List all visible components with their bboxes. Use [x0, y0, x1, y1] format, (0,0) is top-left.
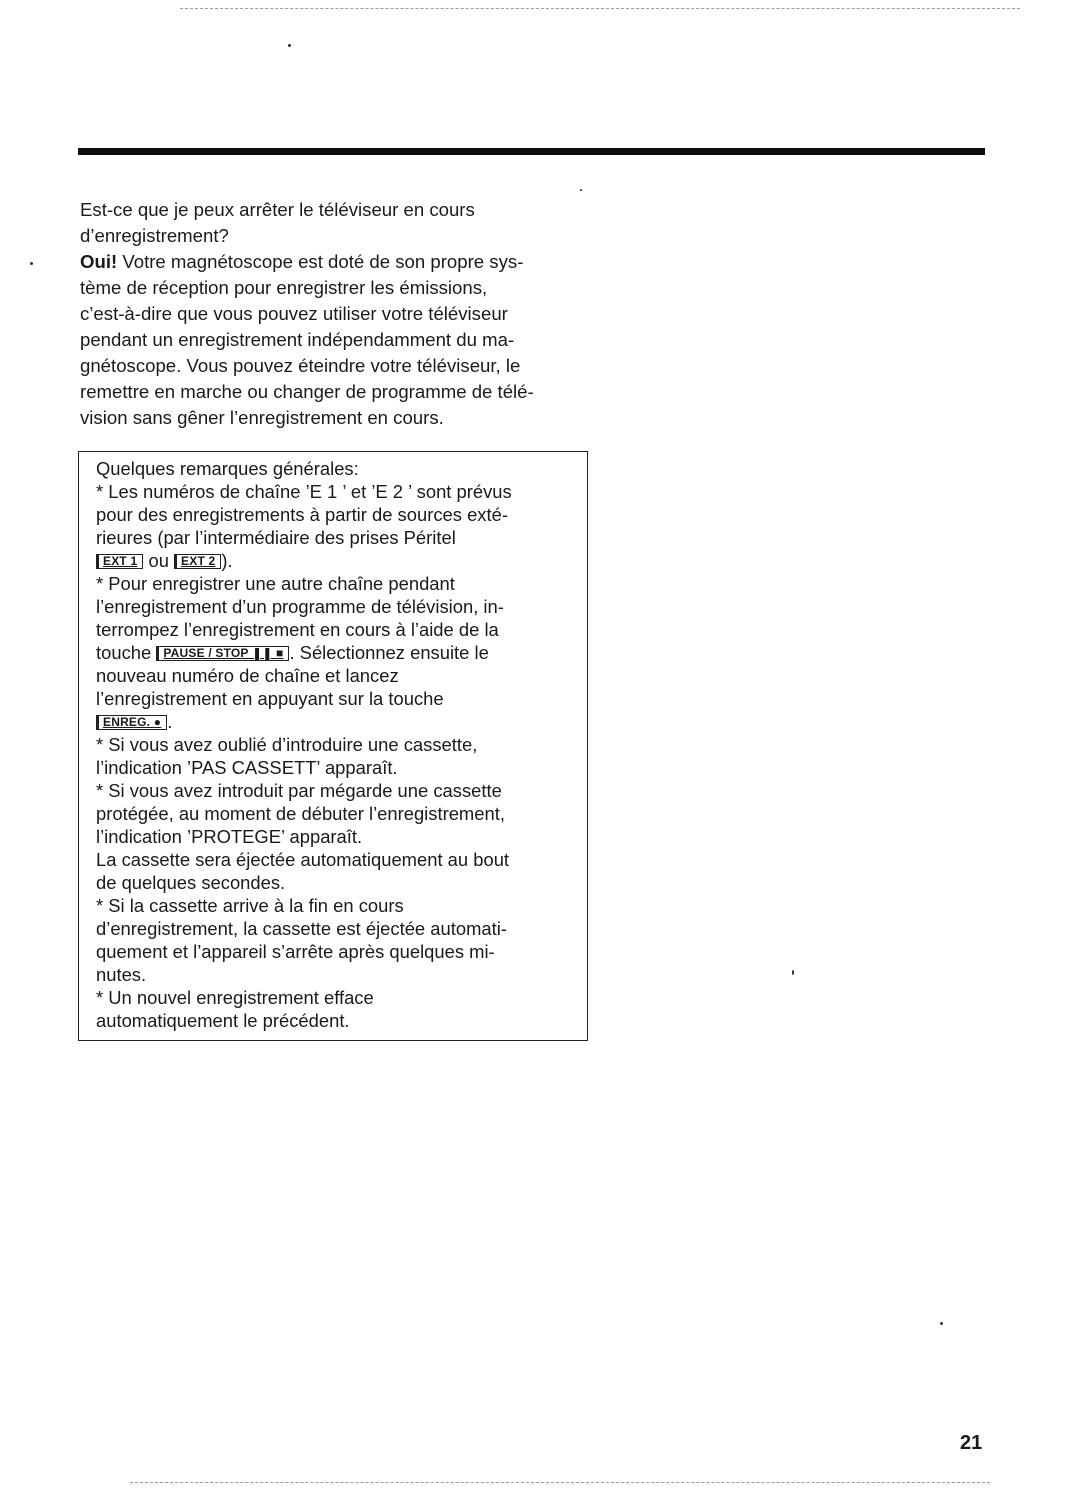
- question-line: Est-ce que je peux arrêter le téléviseur en cours: [80, 199, 475, 220]
- note-line: nutes.: [96, 964, 147, 985]
- note-line: touche PAUSE / STOP ❚❚ ■ . Sélectionnez ensuite le: [96, 642, 489, 663]
- question-line: d’enregistrement?: [80, 225, 229, 246]
- key-ext2: EXT 2: [174, 554, 221, 569]
- answer-lead: Oui!: [80, 251, 118, 272]
- note-line: l’indication ’PROTEGE’ apparaît.: [96, 826, 363, 847]
- note-line: l’indication ’PAS CASSETT’ apparaît.: [96, 757, 398, 778]
- general-notes-box: [78, 451, 588, 1041]
- note-line: ENREG. ● .: [96, 710, 575, 733]
- key-pause-stop: PAUSE / STOP ❚❚ ■: [156, 646, 289, 661]
- scan-speck: [940, 1322, 943, 1325]
- note-line: * Les numéros de chaîne ’E 1 ’ et ’E 2 ’ sont prévus: [96, 481, 512, 502]
- scan-speck: [792, 970, 794, 975]
- answer-line: remettre en marche ou changer de programme de télé-: [80, 381, 534, 402]
- answer-line: pendant un enregistrement indépendamment du ma-: [80, 329, 515, 350]
- main-text-column: [80, 197, 585, 431]
- note-line: EXT 1 ou EXT 2 ).: [96, 549, 575, 572]
- answer-line: Oui! Votre magnétoscope est doté de son propre sys-: [80, 251, 524, 272]
- note-line: de quelques secondes.: [96, 872, 286, 893]
- key-ext1: EXT 1: [96, 554, 143, 569]
- key-enreg: ENREG. ●: [96, 715, 167, 730]
- header-rule: [78, 148, 985, 155]
- scan-speck: [30, 262, 33, 265]
- note-line: d’enregistrement, la cassette est éjectée automati-: [96, 918, 507, 939]
- scan-artifact-top: [180, 8, 1020, 9]
- scan-speck: [288, 44, 291, 47]
- note-line: l’enregistrement en appuyant sur la touche: [96, 688, 444, 709]
- note-line: La cassette sera éjectée automatiquement au bout: [96, 849, 510, 870]
- note-line: * Si vous avez oublié d’introduire une cassette,: [96, 734, 478, 755]
- note-line: terrompez l’enregistrement en cours à l’aide de la: [96, 619, 499, 640]
- note-line: protégée, au moment de débuter l’enregistrement,: [96, 803, 505, 824]
- answer-line: vision sans gêner l’enregistrement en cours.: [80, 407, 444, 428]
- note-line: pour des enregistrements à partir de sources exté-: [96, 504, 508, 525]
- note-line: rieures (par l’intermédiaire des prises Péritel: [96, 527, 456, 548]
- answer-line: c’est-à-dire que vous pouvez utiliser votre téléviseur: [80, 303, 508, 324]
- answer-line: tème de réception pour enregistrer les émissions,: [80, 277, 488, 298]
- note-line: * Si vous avez introduit par mégarde une cassette: [96, 780, 502, 801]
- note-line: automatiquement le précédent.: [96, 1010, 350, 1031]
- page-number: 21: [960, 1432, 983, 1454]
- note-line: nouveau numéro de chaîne et lancez: [96, 665, 399, 686]
- scan-artifact-bottom: [130, 1482, 990, 1483]
- note-line: l’enregistrement d’un programme de télévision, in-: [96, 596, 504, 617]
- notes-heading: Quelques remarques générales:: [96, 458, 359, 479]
- note-line: * Si la cassette arrive à la fin en cours: [96, 895, 404, 916]
- answer-line: gnétoscope. Vous pouvez éteindre votre téléviseur, le: [80, 355, 521, 376]
- note-line: * Un nouvel enregistrement efface: [96, 987, 374, 1008]
- scan-speck: [580, 189, 582, 191]
- note-line: * Pour enregistrer une autre chaîne pendant: [96, 573, 455, 594]
- note-line: quement et l’appareil s’arrête après quelques mi-: [96, 941, 495, 962]
